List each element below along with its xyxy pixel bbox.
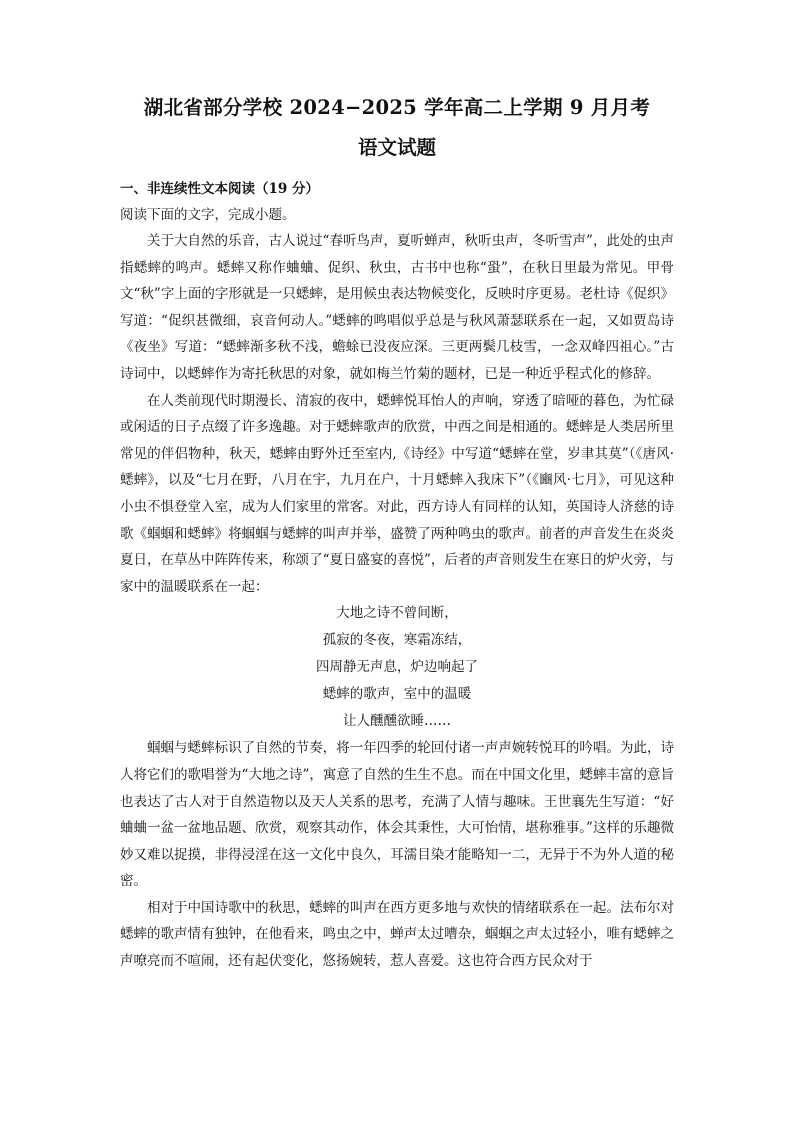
poem-line: 四周静无声息，炉边响起了 (316, 659, 478, 676)
poem-block (120, 600, 674, 735)
poem-line: 大地之诗不曾间断， (336, 605, 458, 622)
document-title: 湖北省部分学校 2024−2025 学年高二上学期 9 月月考 (143, 96, 651, 119)
paragraph-4: 相对于中国诗歌中的秋思，蟋蟀的叫声在西方更多地与欢快的情绪联系在一起。法布尔对蟋蟀的歌声情有独钟，在他看来，鸣虫之中，蝉声太过嘈杂，蝈蝈之声太过轻小，唯有蟋蟀之声嘹亮而不喧闹，还有起伏变化，悠扬婉转，惹人喜爱。这也符合西方民众对于 (120, 899, 674, 970)
reading-instruction: 阅读下面的文字，完成小题。 (120, 207, 296, 223)
poem-line: 让人醺醺欲睡…… (343, 713, 451, 730)
paragraph-2: 在人类前现代时期漫长、清寂的夜中，蟋蟀悦耳怡人的声响，穿透了暗哑的暮色，为忙碌或闲适的日子点缀了许多逸趣。对于蟋蟀歌声的欣赏，中西之间是相通的。蟋蟀是人类居所里常见的伴侣物种，秋天，蟋蟀由野外迁至室内,《诗经》中写道“蟋蟀在堂，岁聿其莫”（《唐风·蟋蟀》，以及“七月在野，八月在宇，九月在户，十月蟋蟀入我床下”（《豳风·七月》，可见这种小虫不惧登堂入室，成为人们家里的常客。对此，西方诗人有同样的认知，英国诗人济慈的诗歌《蝈蝈和蟋蟀》将蝈蝈与蟋蟀的叫声并举，盛赞了两种鸣虫的歌声。前者的声音发生在炎炎夏日，在草丛中阵阵传来，称颂了“夏日盛宴的喜悦”，后者的声音则发生在寒日的炉火旁，与家中的温暖联系在一起： (120, 392, 674, 595)
poem-line: 孤寂的冬夜，寒霜冻结， (322, 632, 472, 649)
section-heading: 一、非连续性文本阅读（19 分） (120, 181, 319, 197)
document-subtitle: 语文试题 (357, 136, 436, 159)
poem-line: 蟋蟀的歌声，室中的温暖 (322, 686, 472, 703)
paragraph-3: 蝈蝈与蟋蟀标识了自然的节奏，将一年四季的轮回付诸一声声婉转悦耳的吟唱。为此，诗人将它们的歌唱誉为“大地之诗”，寓意了自然的生生不息。而在中国文化里，蟋蟀丰富的意旨也表达了古人对于自然造物以及天人关系的思考，充满了人情与趣味。王世襄先生写道：“好蛐蛐一盆一盆地品题、欣赏，观察其动作，体会其秉性，大可怡情，堪称雅事。”这样的乐趣微妙又难以捉摸，非得浸淫在这一文化中良久，耳濡目染才能略知一二，无异于不为外人道的秘密。 (120, 740, 674, 890)
paragraph-1: 关于大自然的乐音，古人说过“春听鸟声，夏听蝉声，秋听虫声，冬听雪声”，此处的虫声指蟋蟀的鸣声。蟋蟀又称作蛐蛐、促织、秋虫，古书中也称“蛩”，在秋日里最为常见。甲骨文“秋”字上面的字形就是一只蟋蟀，是用候虫表达物候变化，反映时序更易。老杜诗《促织》写道：“促织甚微细，哀音何动人。”蟋蟀的鸣唱似乎总是与秋风萧瑟联系在一起，又如贾岛诗《夜坐》写道：“蟋蟀渐多秋不浅，蟾蜍已没夜应深。三更两鬓几枝雪，一念双峰四祖心。”古诗词中，以蟋蟀作为寄托秋思的对象，就如梅兰竹菊的题材，已是一种近乎程式化的修辞。 (120, 233, 674, 382)
